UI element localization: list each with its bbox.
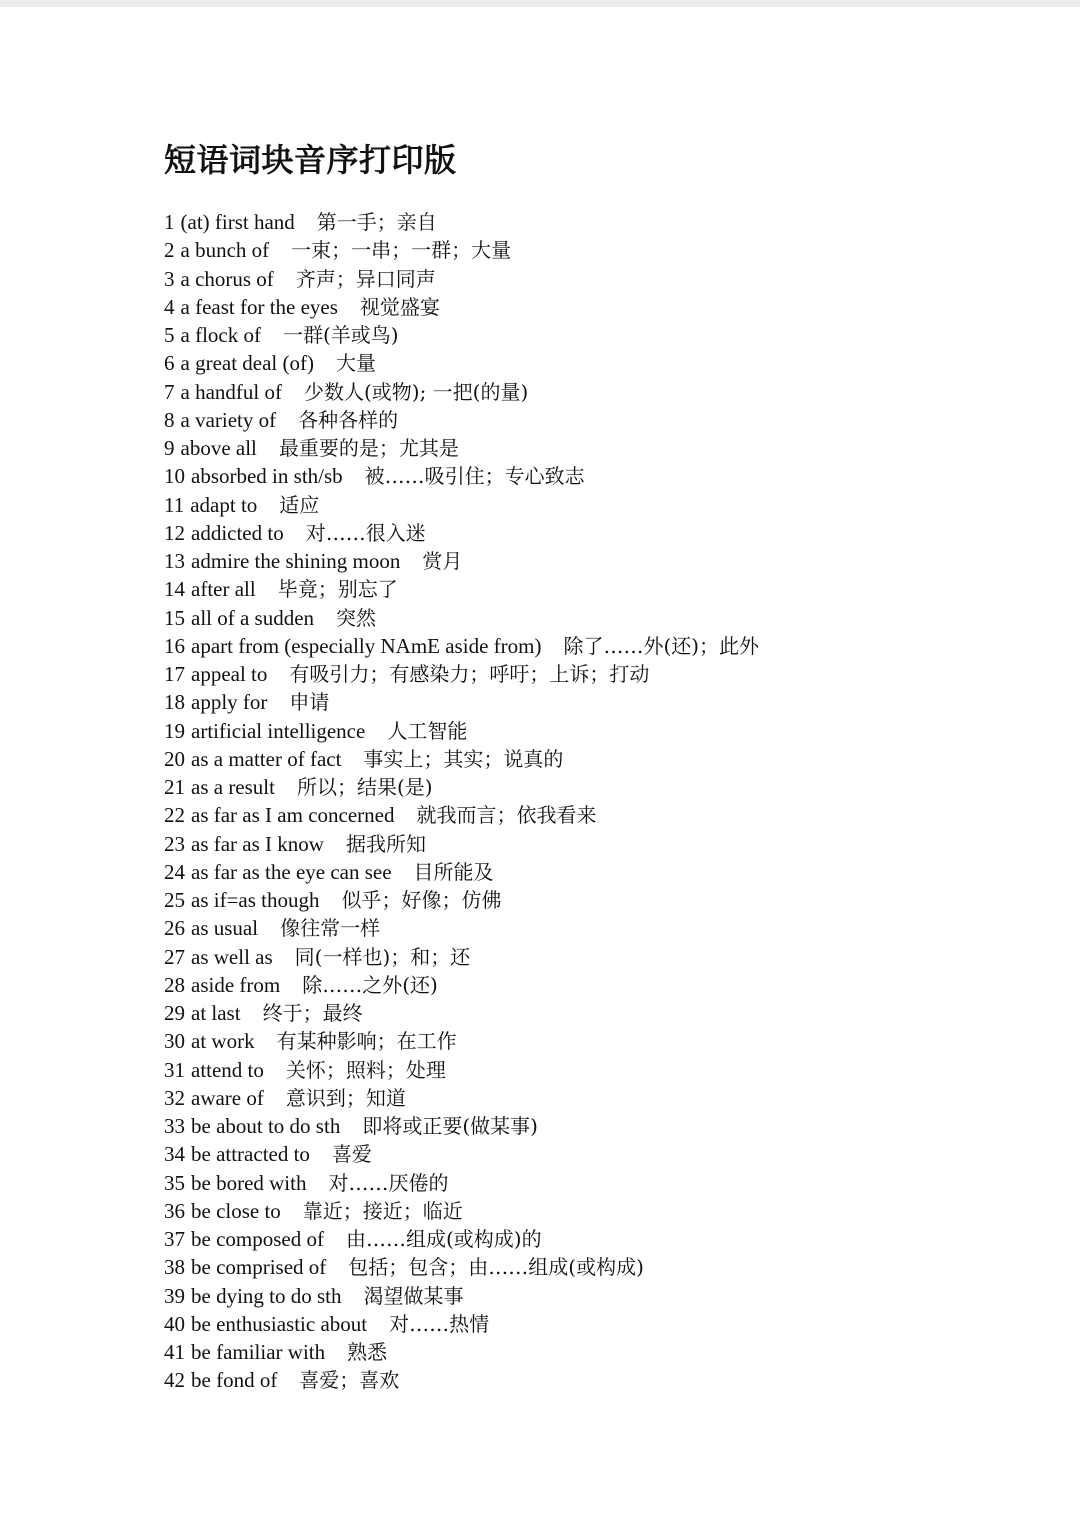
entry-phrase: above all	[180, 436, 257, 460]
entry-phrase: at work	[191, 1029, 255, 1054]
phrase-entry	[164, 1169, 1044, 1197]
entry-phrase: appeal to	[191, 662, 268, 686]
entry-phrase: be enthusiastic about	[191, 1311, 368, 1336]
entry-meaning: 意识到；知道	[285, 1085, 406, 1110]
entry-meaning: 渴望做某事	[363, 1283, 464, 1308]
entry-meaning: 有某种影响；在工作	[276, 1029, 457, 1054]
entry-meaning: 有吸引力；有感染力；呼吁；上诉；打动	[289, 662, 650, 686]
entry-phrase: a feast for the eyes	[180, 294, 338, 319]
entry-number: 25	[164, 888, 185, 912]
entry-meaning: 就我而言；依我看来	[416, 803, 597, 828]
entry-phrase: adapt to	[190, 492, 258, 517]
entry-number: 28	[164, 972, 185, 997]
entry-phrase: be composed of	[191, 1227, 324, 1251]
entry-phrase: be close to	[191, 1198, 281, 1223]
entry-phrase: artificial intelligence	[191, 718, 366, 743]
entry-number: 14	[164, 577, 185, 602]
phrase-entry	[164, 971, 1044, 999]
phrase-entry	[164, 1140, 1044, 1168]
entry-number: 9	[164, 436, 175, 460]
entry-meaning: 一束；一串；一群；大量	[291, 238, 512, 263]
entry-number: 15	[164, 605, 185, 630]
entry-meaning: 一群(羊或鸟)	[282, 323, 399, 347]
entry-meaning: 喜爱	[331, 1142, 372, 1167]
entry-meaning: 似乎；好像；仿佛	[341, 888, 502, 912]
entry-meaning: 包括；包含；由……组成(或构成)	[348, 1255, 644, 1280]
phrase-entry	[164, 1282, 1044, 1310]
phrase-entry	[164, 293, 1044, 321]
entry-meaning: 齐声；异口同声	[295, 266, 436, 291]
entry-number: 13	[164, 549, 185, 573]
phrase-entry	[164, 208, 1044, 236]
entry-number: 42	[164, 1368, 185, 1393]
entry-phrase: as far as I am concerned	[191, 803, 395, 828]
phrase-entry	[164, 1197, 1044, 1225]
entry-meaning: 关怀；照料；处理	[285, 1057, 446, 1082]
entry-phrase: as well as	[191, 944, 273, 969]
entry-meaning: 即将或正要(做某事)	[362, 1114, 538, 1138]
phrase-entry	[164, 547, 1044, 575]
entry-meaning: 大量	[336, 351, 376, 376]
entry-phrase: a bunch of	[180, 238, 270, 263]
entry-number: 4	[164, 294, 175, 319]
entry-phrase: admire the shining moon	[191, 549, 401, 573]
phrase-entry	[164, 943, 1044, 971]
entry-number: 10	[164, 464, 185, 489]
entry-phrase: be attracted to	[191, 1142, 310, 1167]
phrase-entry	[164, 858, 1044, 886]
entry-number: 11	[164, 492, 185, 517]
entry-number: 37	[164, 1227, 185, 1251]
document-page	[164, 138, 1044, 1395]
entry-meaning: 目所能及	[413, 859, 494, 884]
top-strip	[0, 0, 1080, 7]
phrase-entry	[164, 830, 1044, 858]
phrase-entry	[164, 717, 1044, 745]
phrase-entry	[164, 1056, 1044, 1084]
entry-number: 39	[164, 1283, 185, 1308]
entry-meaning: 喜爱；喜欢	[299, 1368, 400, 1393]
entry-number: 38	[164, 1255, 185, 1280]
entry-meaning: 对……厌倦的	[328, 1170, 449, 1195]
entry-meaning: 对……热情	[389, 1311, 490, 1336]
entry-phrase: a handful of	[180, 379, 282, 404]
entry-phrase: attend to	[191, 1057, 264, 1082]
entry-phrase: be dying to do sth	[191, 1283, 342, 1308]
entry-meaning: 第一手；亲自	[316, 210, 437, 234]
phrase-entry	[164, 660, 1044, 688]
entry-phrase: as usual	[191, 916, 259, 941]
phrase-entry	[164, 236, 1044, 264]
entry-phrase: as far as I know	[191, 831, 324, 856]
entry-phrase: as far as the eye can see	[191, 859, 392, 884]
phrase-entry	[164, 1027, 1044, 1055]
entry-meaning: 少数人(或物); 一把(的量)	[303, 379, 529, 404]
entry-number: 29	[164, 1001, 185, 1025]
entry-phrase: be bored with	[191, 1170, 307, 1195]
entry-meaning: 同(一样也)；和；还	[294, 944, 471, 969]
phrase-entry	[164, 773, 1044, 801]
entry-number: 32	[164, 1085, 185, 1110]
entry-number: 33	[164, 1114, 185, 1138]
entry-number: 5	[164, 323, 175, 347]
entry-meaning: 对……很入迷	[305, 520, 426, 545]
entry-meaning: 据我所知	[345, 831, 426, 856]
phrase-entry	[164, 1253, 1044, 1281]
entry-number: 27	[164, 944, 185, 969]
phrase-entry	[164, 491, 1044, 519]
phrase-entry	[164, 801, 1044, 829]
phrase-list	[164, 208, 1044, 1395]
entry-phrase: be comprised of	[191, 1255, 327, 1280]
phrase-entry	[164, 462, 1044, 490]
phrase-entry	[164, 1366, 1044, 1394]
entry-meaning: 适应	[279, 492, 320, 517]
entry-phrase: absorbed in sth/sb	[191, 464, 343, 489]
entry-meaning: 突然	[336, 605, 377, 630]
entry-phrase: as if=as though	[191, 888, 320, 912]
entry-number: 41	[164, 1340, 185, 1364]
phrase-entry	[164, 406, 1044, 434]
entry-meaning: 各种各样的	[298, 407, 399, 432]
phrase-entry	[164, 604, 1044, 632]
entry-number: 6	[164, 351, 175, 376]
phrase-entry	[164, 999, 1044, 1027]
entry-number: 23	[164, 831, 185, 856]
entry-meaning: 终于；最终	[262, 1001, 363, 1025]
entry-meaning: 像往常一样	[280, 916, 381, 941]
entry-number: 20	[164, 746, 185, 771]
entry-phrase: a variety of	[180, 407, 277, 432]
entry-meaning: 所以；结果(是)	[296, 775, 433, 799]
entry-phrase: aware of	[191, 1085, 264, 1110]
entry-number: 2	[164, 238, 175, 263]
entry-number: 18	[164, 690, 185, 715]
entry-number: 31	[164, 1057, 185, 1082]
entry-number: 3	[164, 266, 175, 291]
entry-meaning: 除……之外(还)	[302, 972, 438, 997]
document-title: 短语词块音序打印版	[164, 141, 457, 179]
phrase-entry	[164, 1225, 1044, 1253]
entry-number: 16	[164, 633, 185, 658]
entry-number: 36	[164, 1198, 185, 1223]
entry-phrase: be familiar with	[191, 1340, 326, 1364]
phrase-entry	[164, 321, 1044, 349]
entry-number: 34	[164, 1142, 185, 1167]
entry-phrase: at last	[191, 1001, 241, 1025]
entry-phrase: (at) first hand	[180, 210, 295, 234]
entry-phrase: a great deal (of)	[180, 351, 314, 376]
entry-meaning: 由……组成(或构成)的	[345, 1227, 542, 1251]
entry-phrase: apply for	[191, 690, 268, 715]
entry-number: 1	[164, 210, 175, 234]
phrase-entry	[164, 914, 1044, 942]
entry-phrase: a flock of	[180, 323, 261, 347]
entry-number: 8	[164, 407, 175, 432]
entry-phrase: aside from	[191, 972, 281, 997]
entry-meaning: 除了……外(还)；此外	[563, 633, 760, 658]
entry-phrase: a chorus of	[180, 266, 274, 291]
phrase-entry	[164, 886, 1044, 914]
phrase-entry	[164, 378, 1044, 406]
entry-meaning: 视觉盛宴	[359, 294, 440, 319]
entry-phrase: all of a sudden	[191, 605, 315, 630]
entry-number: 30	[164, 1029, 185, 1054]
entry-number: 19	[164, 718, 185, 743]
phrase-entry	[164, 1112, 1044, 1140]
phrase-entry	[164, 1084, 1044, 1112]
entry-phrase: as a matter of fact	[191, 746, 342, 771]
entry-meaning: 熟悉	[347, 1340, 388, 1364]
entry-meaning: 毕竟；别忘了	[277, 577, 398, 602]
entry-meaning: 人工智能	[387, 718, 468, 743]
phrase-entry	[164, 265, 1044, 293]
phrase-entry	[164, 519, 1044, 547]
entry-phrase: be fond of	[191, 1368, 278, 1393]
phrase-entry	[164, 1310, 1044, 1338]
entry-phrase: as a result	[191, 775, 275, 799]
phrase-entry	[164, 632, 1044, 660]
entry-number: 26	[164, 916, 185, 941]
phrase-entry	[164, 1338, 1044, 1366]
entry-meaning: 被……吸引住；专心致志	[364, 464, 585, 489]
phrase-entry	[164, 688, 1044, 716]
entry-meaning: 申请	[289, 690, 330, 715]
entry-number: 7	[164, 379, 175, 404]
entry-number: 12	[164, 520, 185, 545]
entry-number: 17	[164, 662, 185, 686]
entry-number: 21	[164, 775, 185, 799]
entry-phrase: be about to do sth	[191, 1114, 341, 1138]
entry-meaning: 事实上；其实；说真的	[363, 746, 564, 771]
phrase-entry	[164, 745, 1044, 773]
entry-phrase: apart from (especially NAmE aside from)	[191, 633, 542, 658]
phrase-entry	[164, 575, 1044, 603]
phrase-entry	[164, 349, 1044, 377]
phrase-entry	[164, 434, 1044, 462]
entry-number: 40	[164, 1311, 185, 1336]
entry-number: 24	[164, 859, 185, 884]
entry-number: 35	[164, 1170, 185, 1195]
entry-phrase: after all	[191, 577, 256, 602]
entry-meaning: 赏月	[422, 549, 463, 573]
entry-meaning: 最重要的是；尤其是	[278, 436, 459, 460]
entry-meaning: 靠近；接近；临近	[302, 1198, 463, 1223]
entry-phrase: addicted to	[191, 520, 284, 545]
entry-number: 22	[164, 803, 185, 828]
